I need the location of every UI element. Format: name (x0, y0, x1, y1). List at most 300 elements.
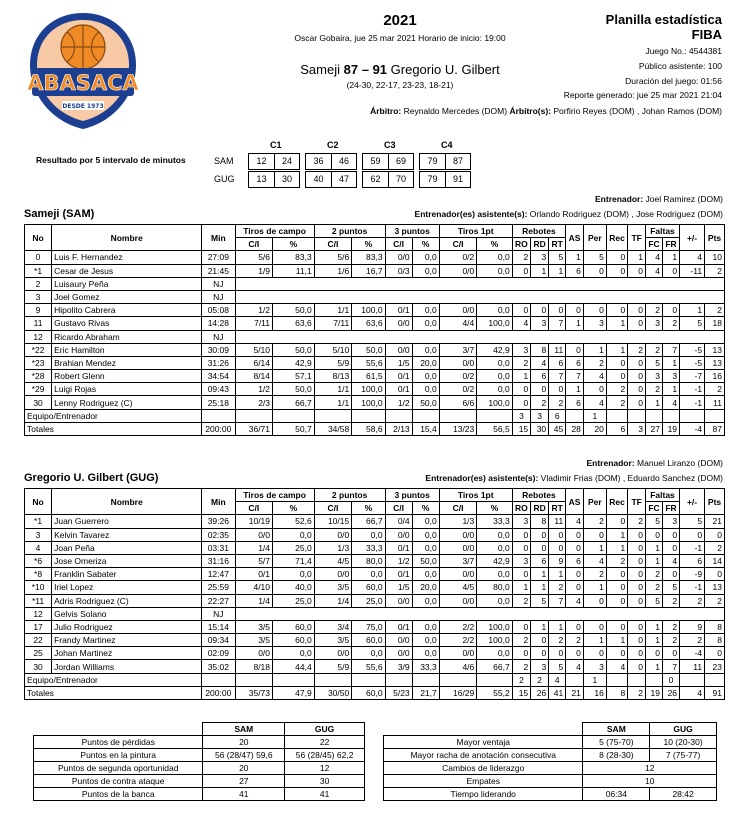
assistant-names: Orlando Rodriguez (DOM) , Jose Rodriguez (DOM) (529, 209, 723, 219)
player-row (25, 634, 725, 647)
col-header-no: No (25, 225, 52, 251)
player-name: Gustavo Rivas (52, 317, 202, 330)
stat-cell: 5 (531, 594, 549, 607)
stat-cell (705, 673, 725, 686)
total-cell: 200:00 (202, 422, 235, 435)
stat-cell: 7 (549, 370, 566, 383)
player-row (25, 594, 725, 607)
quarter-points: 12 (256, 156, 267, 166)
player-name: Kelvin Tavarez (52, 528, 202, 541)
referees-others: Porfirio Reyes (DOM) , Johan Ramos (DOM) (553, 106, 722, 116)
stat-cell: 0 (628, 370, 646, 383)
total-cell: 5/23 (385, 686, 412, 699)
stat-cell: 3 (512, 554, 530, 567)
stat-cell: 60,0 (352, 634, 385, 647)
col-subheader-pct: % (412, 502, 439, 515)
stat-cell: 21 (705, 515, 725, 528)
stat-cell: 55,6 (352, 660, 385, 673)
team-coach-row (25, 409, 725, 422)
total-cell: 200:00 (202, 686, 235, 699)
stat-cell (385, 409, 412, 422)
stat-cell: 2 (512, 634, 530, 647)
stat-cell: 25,0 (352, 594, 385, 607)
col-subheader-ro: RO (512, 502, 530, 515)
summary-row (384, 749, 717, 762)
total-cell: 8 (606, 686, 627, 699)
stat-cell: 0/0 (314, 528, 352, 541)
quarter-score-box (248, 153, 300, 170)
col-header-pm: +/- (680, 489, 705, 515)
stat-cell: 1/2 (235, 383, 273, 396)
home-team-name: Sameji (300, 62, 340, 77)
col-header-min: Min (202, 489, 235, 515)
stat-cell: 1/4 (235, 541, 273, 554)
col-header-ft: Tiros 1pt (439, 225, 512, 238)
stat-cell: 3/9 (385, 660, 412, 673)
stat-cell: 0/0 (439, 594, 477, 607)
summary-col-sam: SAM (203, 723, 285, 736)
stat-cell: 1/1 (314, 383, 352, 396)
summary-col-gug: GUG (285, 723, 365, 736)
player-name: Gelvis Solano (52, 607, 202, 620)
stat-cell: 0 (628, 594, 646, 607)
stat-cell: 1 (663, 356, 680, 369)
stat-cell: 2 (606, 396, 627, 409)
stat-cell: 0 (663, 568, 680, 581)
stat-cell: 1/5 (385, 356, 412, 369)
stat-cell: 4/6 (439, 660, 477, 673)
stat-cell: 20,0 (412, 356, 439, 369)
stat-cell: -1 (680, 541, 705, 554)
player-name: Eric Hamilton (52, 343, 202, 356)
stat-cell: 25,0 (273, 594, 315, 607)
total-cell: 16/29 (439, 686, 477, 699)
stat-cell: 61,5 (352, 370, 385, 383)
stat-cell: 0/1 (385, 304, 412, 317)
stat-cell: 4 (531, 356, 549, 369)
col-subheader-rt: RT (549, 238, 566, 251)
player-row (25, 554, 725, 567)
stat-cell: 10/15 (314, 515, 352, 528)
player-name: Joel Gomez (52, 290, 202, 303)
player-number: 3 (25, 528, 52, 541)
team-coach-label: Equipo/Entrenador (25, 673, 202, 686)
total-cell: 58,6 (352, 422, 385, 435)
stat-cell: 2 (512, 660, 530, 673)
stat-cell: 7/11 (235, 317, 273, 330)
stat-cell: 0 (705, 568, 725, 581)
stat-cell: 33,3 (352, 541, 385, 554)
stat-cell: 1/2 (385, 396, 412, 409)
col-header-tf: TF (628, 225, 646, 251)
stat-cell: 4 (680, 251, 705, 264)
summary-value-sam: 06:34 (583, 788, 650, 801)
stat-cell (705, 409, 725, 422)
player-row (25, 581, 725, 594)
player-row (25, 383, 725, 396)
quarter-points: 79 (427, 174, 438, 184)
stat-cell: 100,0 (477, 620, 512, 633)
stat-cell: 1 (645, 634, 662, 647)
stat-cell: 1 (645, 396, 662, 409)
coach-label: Entrenador: (595, 194, 644, 204)
stat-cell: 63,6 (352, 317, 385, 330)
team1-coach (595, 194, 723, 204)
stat-cell: 1 (606, 528, 627, 541)
summary-value-shared: 12 (583, 762, 717, 775)
coach-name: Joel Ramirez (DOM) (645, 194, 723, 204)
total-cell: 28 (566, 422, 584, 435)
stat-cell: 8/14 (235, 370, 273, 383)
total-cell: -4 (680, 422, 705, 435)
stat-cell: 40,0 (273, 581, 315, 594)
quarter-score-box (305, 153, 357, 170)
stat-cell: 1 (549, 568, 566, 581)
player-number: *1 (25, 515, 52, 528)
stat-cell: 0/0 (235, 528, 273, 541)
stat-cell: 1/4 (235, 594, 273, 607)
player-number: 11 (25, 317, 52, 330)
col-header-reb: Rebotes (512, 489, 566, 502)
summary-row (34, 749, 365, 762)
player-name: Brahian Mendez (52, 356, 202, 369)
total-cell: 19 (663, 422, 680, 435)
stat-cell: 0 (606, 304, 627, 317)
stat-cell: 7 (663, 660, 680, 673)
summary-header-row (384, 723, 717, 736)
player-name: Joan Peña (52, 541, 202, 554)
summary-blank-header (384, 723, 583, 736)
stat-cell: 0/1 (385, 383, 412, 396)
summary-label: Cambios de liderazgo (384, 762, 583, 775)
stat-cell: 0/0 (385, 317, 412, 330)
stat-cell: 3 (512, 515, 530, 528)
stat-cell: 18 (705, 317, 725, 330)
stat-cell: 6/14 (235, 356, 273, 369)
stat-cell: 1 (645, 554, 662, 567)
stat-cell: 0,0 (477, 264, 512, 277)
player-row (25, 647, 725, 660)
stat-cell: 55,6 (352, 356, 385, 369)
stat-cell: 6 (566, 554, 584, 567)
stat-cell: 3 (663, 370, 680, 383)
player-name: Ricardo Abraham (52, 330, 202, 343)
player-name: Robert Glenn (52, 370, 202, 383)
col-header-as: AS (566, 225, 584, 251)
stat-cell: -5 (680, 356, 705, 369)
stat-cell (412, 409, 439, 422)
stat-cell: 2 (606, 383, 627, 396)
stat-cell: 1 (583, 673, 606, 686)
stat-cell: 1 (680, 304, 705, 317)
summary-value-gug: 12 (285, 762, 365, 775)
col-header-pm: +/- (680, 225, 705, 251)
stat-cell (566, 673, 584, 686)
stat-cell (235, 673, 273, 686)
summary-value-sam: 20 (203, 736, 285, 749)
stat-cell: 13 (705, 356, 725, 369)
stat-cell: 1/6 (314, 264, 352, 277)
stat-cell: 2 (549, 634, 566, 647)
stat-cell: 0 (606, 264, 627, 277)
col-subheader-rt: RT (549, 502, 566, 515)
col-subheader-ci: C/I (385, 238, 412, 251)
summary-value-gug: 10 (20-30) (650, 736, 717, 749)
stat-cell: 6 (566, 264, 584, 277)
stat-cell: 0 (628, 634, 646, 647)
stat-cell: 1/3 (439, 515, 477, 528)
stat-cell: 71,4 (273, 554, 315, 567)
summary-value-sam: 56 (28/47) 59,6 (203, 749, 285, 762)
stat-cell: 1 (606, 317, 627, 330)
stat-cell: 0,0 (273, 647, 315, 660)
stat-cell: 5 (645, 594, 662, 607)
stat-cell: 0 (531, 528, 549, 541)
stat-cell: 1 (606, 343, 627, 356)
stat-cell: 60,0 (352, 581, 385, 594)
stat-cell: 2 (531, 396, 549, 409)
player-row (25, 264, 725, 277)
stat-cell: 4 (512, 317, 530, 330)
stat-cell: 02:09 (202, 647, 235, 660)
stat-cell: 100,0 (477, 634, 512, 647)
stat-cell: 50,0 (412, 396, 439, 409)
stat-cell: 75,0 (352, 620, 385, 633)
team2-box-score (24, 488, 725, 700)
empty-stats (235, 277, 725, 290)
stat-cell: 100,0 (352, 383, 385, 396)
stat-cell: 0,0 (477, 370, 512, 383)
stat-cell: 0 (705, 528, 725, 541)
stat-cell: 1 (566, 251, 584, 264)
stat-cell: 0 (549, 541, 566, 554)
referees-line (250, 106, 722, 116)
stat-cell: 1 (583, 581, 606, 594)
stat-cell: -1 (680, 396, 705, 409)
stat-cell (412, 673, 439, 686)
stat-cell (566, 409, 584, 422)
stat-cell: 09:34 (202, 634, 235, 647)
col-subheader-fr: FR (663, 502, 680, 515)
team-coach-label: Equipo/Entrenador (25, 409, 202, 422)
col-subheader-ci: C/I (235, 502, 273, 515)
stat-cell: 0 (628, 620, 646, 633)
quarter-points: 36 (313, 156, 324, 166)
stat-cell: 02:35 (202, 528, 235, 541)
report-generated: Reporte generado: jue 25 mar 2021 21:04 (563, 90, 722, 100)
col-subheader-pct: % (352, 502, 385, 515)
stat-cell: 8 (531, 343, 549, 356)
summary-value-gug: 7 (75-77) (650, 749, 717, 762)
stat-cell: 3 (663, 515, 680, 528)
stat-cell: 2 (645, 581, 662, 594)
stat-cell: 1 (606, 541, 627, 554)
total-cell: 27 (645, 422, 662, 435)
total-cell: 30 (531, 422, 549, 435)
total-cell: 34/58 (314, 422, 352, 435)
stat-cell: 13 (705, 343, 725, 356)
stat-cell: 9 (680, 620, 705, 633)
stat-cell: 0 (628, 264, 646, 277)
stat-cell: 3/5 (235, 620, 273, 633)
stat-cell: 66,7 (477, 660, 512, 673)
stat-cell: 0 (628, 528, 646, 541)
player-minutes: NJ (202, 330, 235, 343)
stat-cell: 0 (606, 647, 627, 660)
col-subheader-pct: % (412, 238, 439, 251)
home-score: 87 (343, 62, 359, 77)
stat-cell: 0 (549, 647, 566, 660)
stat-cell: 0 (680, 528, 705, 541)
stat-cell (680, 409, 705, 422)
attendance: Público asistente: 100 (638, 61, 722, 71)
stat-cell (235, 409, 273, 422)
stat-cell: 4 (645, 264, 662, 277)
stat-cell: 0 (628, 317, 646, 330)
stat-cell: 42,9 (477, 343, 512, 356)
stat-cell: 0 (583, 594, 606, 607)
stat-cell: 11 (549, 343, 566, 356)
stat-cell: 2 (663, 317, 680, 330)
player-row (25, 515, 725, 528)
stat-cell: 3 (583, 660, 606, 673)
quarter-col-1: C1 (270, 140, 282, 150)
col-subheader-pct: % (273, 502, 315, 515)
player-number: 0 (25, 251, 52, 264)
summary-value-sam: 41 (203, 788, 285, 801)
quarter-points: 40 (313, 174, 324, 184)
summary-label: Puntos en la pintura (34, 749, 203, 762)
stat-cell: 2 (663, 620, 680, 633)
col-header-fg: Tiros de campo (235, 225, 314, 238)
stat-cell: 0/0 (439, 528, 477, 541)
stat-cell: 1 (583, 343, 606, 356)
summary-value-shared: 10 (583, 775, 717, 788)
away-score: 91 (372, 62, 388, 77)
stat-cell: 11 (705, 396, 725, 409)
col-header-ft: Tiros 1pt (439, 489, 512, 502)
stat-cell (606, 673, 627, 686)
quarter-scores-line: (24-30, 22-17, 23-23, 18-21) (346, 80, 454, 90)
referees-label: Árbitro(s): (509, 106, 551, 116)
stat-cell: 05:08 (202, 304, 235, 317)
stat-cell: 1 (531, 581, 549, 594)
stat-cell: 0/0 (439, 356, 477, 369)
empty-stats (235, 607, 725, 620)
col-subheader-rd: RD (531, 502, 549, 515)
player-minutes: NJ (202, 607, 235, 620)
player-name: Jose Omeriza (52, 554, 202, 567)
col-header-rec: Rec (606, 489, 627, 515)
player-number: 25 (25, 647, 52, 660)
quarter-running-total: 30 (274, 172, 299, 187)
stat-cell: 0 (531, 383, 549, 396)
stat-cell: 4 (606, 660, 627, 673)
stat-cell: 5 (680, 515, 705, 528)
total-cell: 3 (628, 422, 646, 435)
col-subheader-fc: FC (645, 238, 662, 251)
total-cell: 91 (705, 686, 725, 699)
player-name: Lenny Rodriguez (C) (52, 396, 202, 409)
total-cell: 41 (549, 686, 566, 699)
col-header-name: Nombre (52, 225, 202, 251)
player-row (25, 290, 725, 303)
player-name: Johan Martinez (52, 647, 202, 660)
stat-cell: 2 (705, 541, 725, 554)
summary-label: Empates (384, 775, 583, 788)
stat-cell: 0 (628, 541, 646, 554)
stat-cell: 16,7 (352, 264, 385, 277)
stat-cell: 0/0 (439, 541, 477, 554)
stat-cell: 14:28 (202, 317, 235, 330)
stat-cell: 0 (628, 356, 646, 369)
stat-cell: 50,0 (412, 554, 439, 567)
stat-cell: 0,0 (477, 383, 512, 396)
stat-cell: -7 (680, 370, 705, 383)
stat-cell: 1/5 (385, 581, 412, 594)
stat-cell: 5 (549, 251, 566, 264)
stat-cell: 2 (663, 594, 680, 607)
stat-cell: 0 (628, 660, 646, 673)
player-number: *11 (25, 594, 52, 607)
stat-cell: 0,0 (412, 264, 439, 277)
col-header-reb: Rebotes (512, 225, 566, 238)
stat-cell (628, 673, 646, 686)
stat-cell: 57,1 (273, 370, 315, 383)
total-cell: 56,5 (477, 422, 512, 435)
player-minutes: NJ (202, 277, 235, 290)
player-number: 12 (25, 607, 52, 620)
stat-cell (352, 673, 385, 686)
stat-cell: 0 (663, 528, 680, 541)
summary-right-table (383, 722, 717, 801)
player-number: 12 (25, 330, 52, 343)
stat-cell: 0 (512, 396, 530, 409)
stat-cell: 0/0 (439, 264, 477, 277)
stat-cell: 0 (628, 647, 646, 660)
stat-cell: 0 (583, 383, 606, 396)
total-cell: 4 (680, 686, 705, 699)
stat-cell: 20,0 (412, 581, 439, 594)
stat-cell: 0,0 (477, 356, 512, 369)
summary-value-gug: 56 (28/45) 62,2 (285, 749, 365, 762)
summary-value-sam: 5 (75-70) (583, 736, 650, 749)
stat-cell: 0,0 (412, 317, 439, 330)
stat-cell: 1 (531, 620, 549, 633)
stat-cell: 2 (705, 594, 725, 607)
summary-row (384, 775, 717, 788)
quarter-points: 59 (370, 156, 381, 166)
stat-cell: 8 (531, 515, 549, 528)
player-row (25, 541, 725, 554)
summary-label: Tiempo liderando (384, 788, 583, 801)
stat-cell: 8/13 (314, 370, 352, 383)
stat-cell: 0/3 (385, 264, 412, 277)
stat-cell (385, 673, 412, 686)
stat-cell: 03:31 (202, 541, 235, 554)
stat-cell: 0,0 (412, 568, 439, 581)
stat-cell: 2 (512, 594, 530, 607)
stat-cell: 0,0 (412, 528, 439, 541)
player-row (25, 396, 725, 409)
stat-cell: 1 (645, 541, 662, 554)
stat-cell: 0,0 (477, 594, 512, 607)
col-subheader-ci: C/I (235, 238, 273, 251)
stat-cell: 5/9 (314, 356, 352, 369)
stat-cell: 25:18 (202, 396, 235, 409)
stat-cell: 2 (645, 383, 662, 396)
summary-value-sam: 27 (203, 775, 285, 788)
